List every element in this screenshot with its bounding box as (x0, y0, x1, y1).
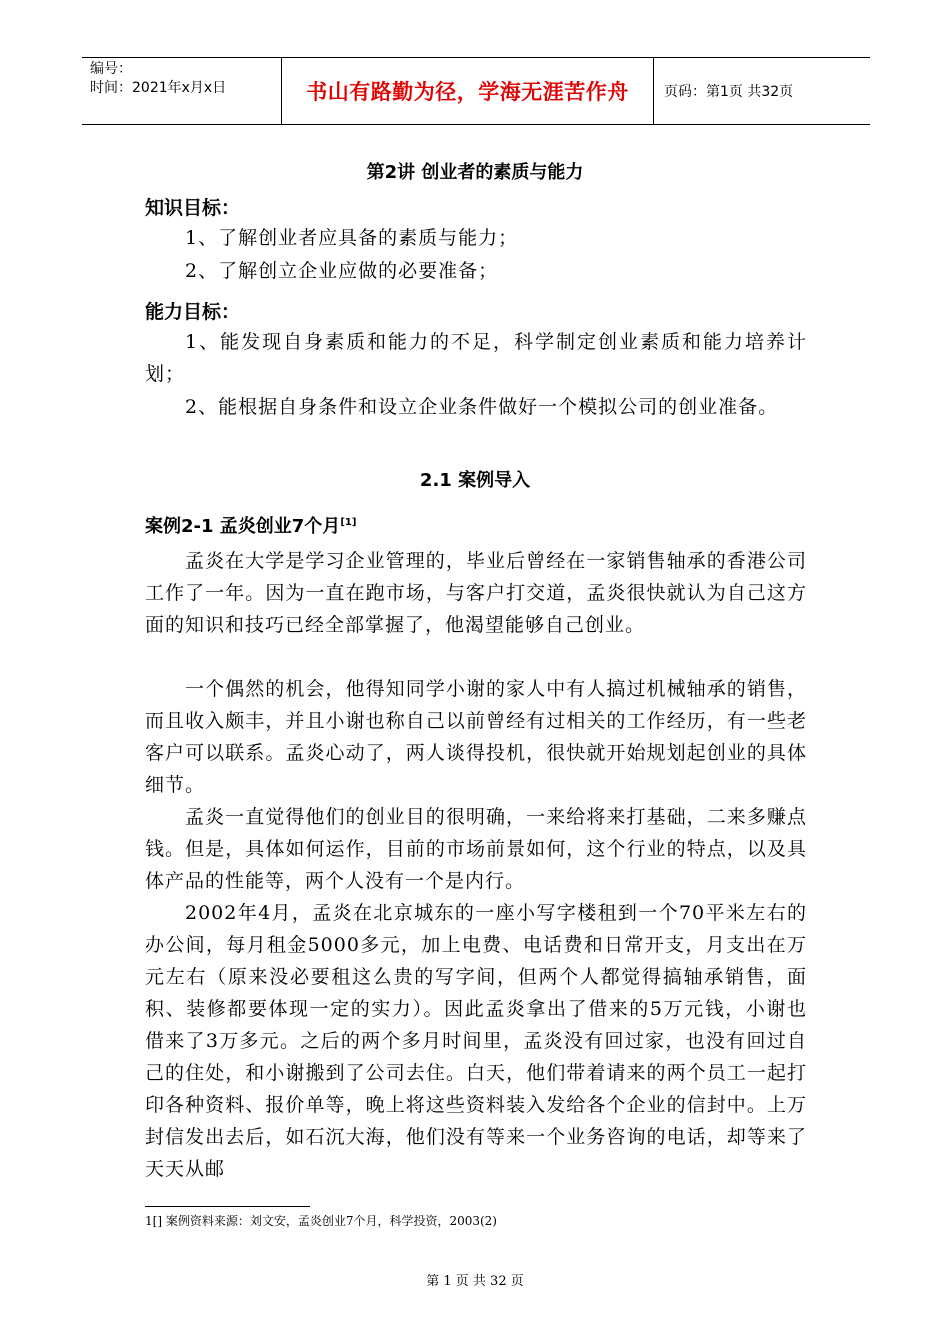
ability-item-1: 1、能发现自身素质和能力的不足，科学制定创业素质和能力培养计划； (145, 331, 807, 385)
case-ref: [1] (340, 517, 357, 528)
case-paragraph-4: 2002年4月，孟炎在北京城东的一座小写字楼租到一个70平米左右的办公间，每月租金5000多元，加上电费、电话费和日常开支，月支出在万元左右（原来没必要租这么贵的写字间，但两个人都觉得搞轴承销售，面积、装修都要体现一定的实力）。因此孟炎拿出了借来的5万元钱，小谢也借来了3万多元。之后的两个多月时间里，孟炎没有回过家，也没有回过自己的住处，和小谢搬到了公司去住。白天，他们带着请来的两个员工一起打印各种资料、报价单等，晚上将这些资料装入发给各个企业的信封中。上万封信发出去后，如石沉大海，他们没有等来一个业务咨询的电话，却等来了天天从邮 (145, 902, 807, 1180)
section-title: 2.1 案例导入 (419, 470, 531, 491)
case-paragraph-1: 孟炎在大学是学习企业管理的，毕业后曾经在一家销售轴承的香港公司工作了一年。因为一直在跑市场，与客户打交道，孟炎很快就认为自己这方面的知识和技巧已经全部掌握了，他渴望能够自己创业。 (145, 550, 807, 636)
case-title-text: 案例2-1 孟炎创业7个月 (145, 516, 341, 537)
knowledge-heading: 知识目标： (145, 197, 241, 219)
number-label: 编号： (90, 61, 132, 77)
header-page-info: 页码：第1页 共32页 (664, 84, 794, 100)
case-paragraph-2: 一个偶然的机会，他得知同学小谢的家人中有人搞过机械轴承的销售，而且收入颇丰，并且小谢也称自己以前曾经有过相关的工作经历，有一些老客户可以联系。孟炎心动了，两人谈得投机，很快就开始规划起创业的具体细节。 (145, 678, 807, 796)
case-title (145, 512, 356, 538)
footnote: 1[] 案例资料来源：刘文安，孟炎创业7个月，科学投资，2003(2) (145, 1214, 497, 1228)
lecture-title: 第2讲 创业者的素质与能力 (366, 162, 584, 183)
header-motto: 书山有路勤为径，学海无涯苦作舟 (282, 58, 654, 124)
ability-heading: 能力目标： (145, 301, 241, 323)
page-header (82, 57, 870, 125)
case-paragraph-3: 孟炎一直觉得他们的创业目的很明确，一来给将来打基础，二来多赚点钱。但是，具体如何运作，目前的市场前景如何，这个行业的特点，以及具体产品的性能等，两个人没有一个是内行。 (145, 806, 807, 892)
page-footer: 第 1 页 共 32 页 (426, 1274, 524, 1289)
ability-item-2: 2、能根据自身条件和设立企业条件做好一个模拟公司的创业准备。 (185, 396, 779, 418)
footnote-rule (145, 1206, 310, 1207)
knowledge-item-2: 2、了解创立企业应做的必要准备； (185, 260, 499, 282)
header-meta (82, 58, 282, 124)
time-label: 时间：2021年x月x日 (90, 80, 227, 96)
knowledge-item-1: 1、了解创业者应具备的素质与能力； (185, 227, 519, 249)
